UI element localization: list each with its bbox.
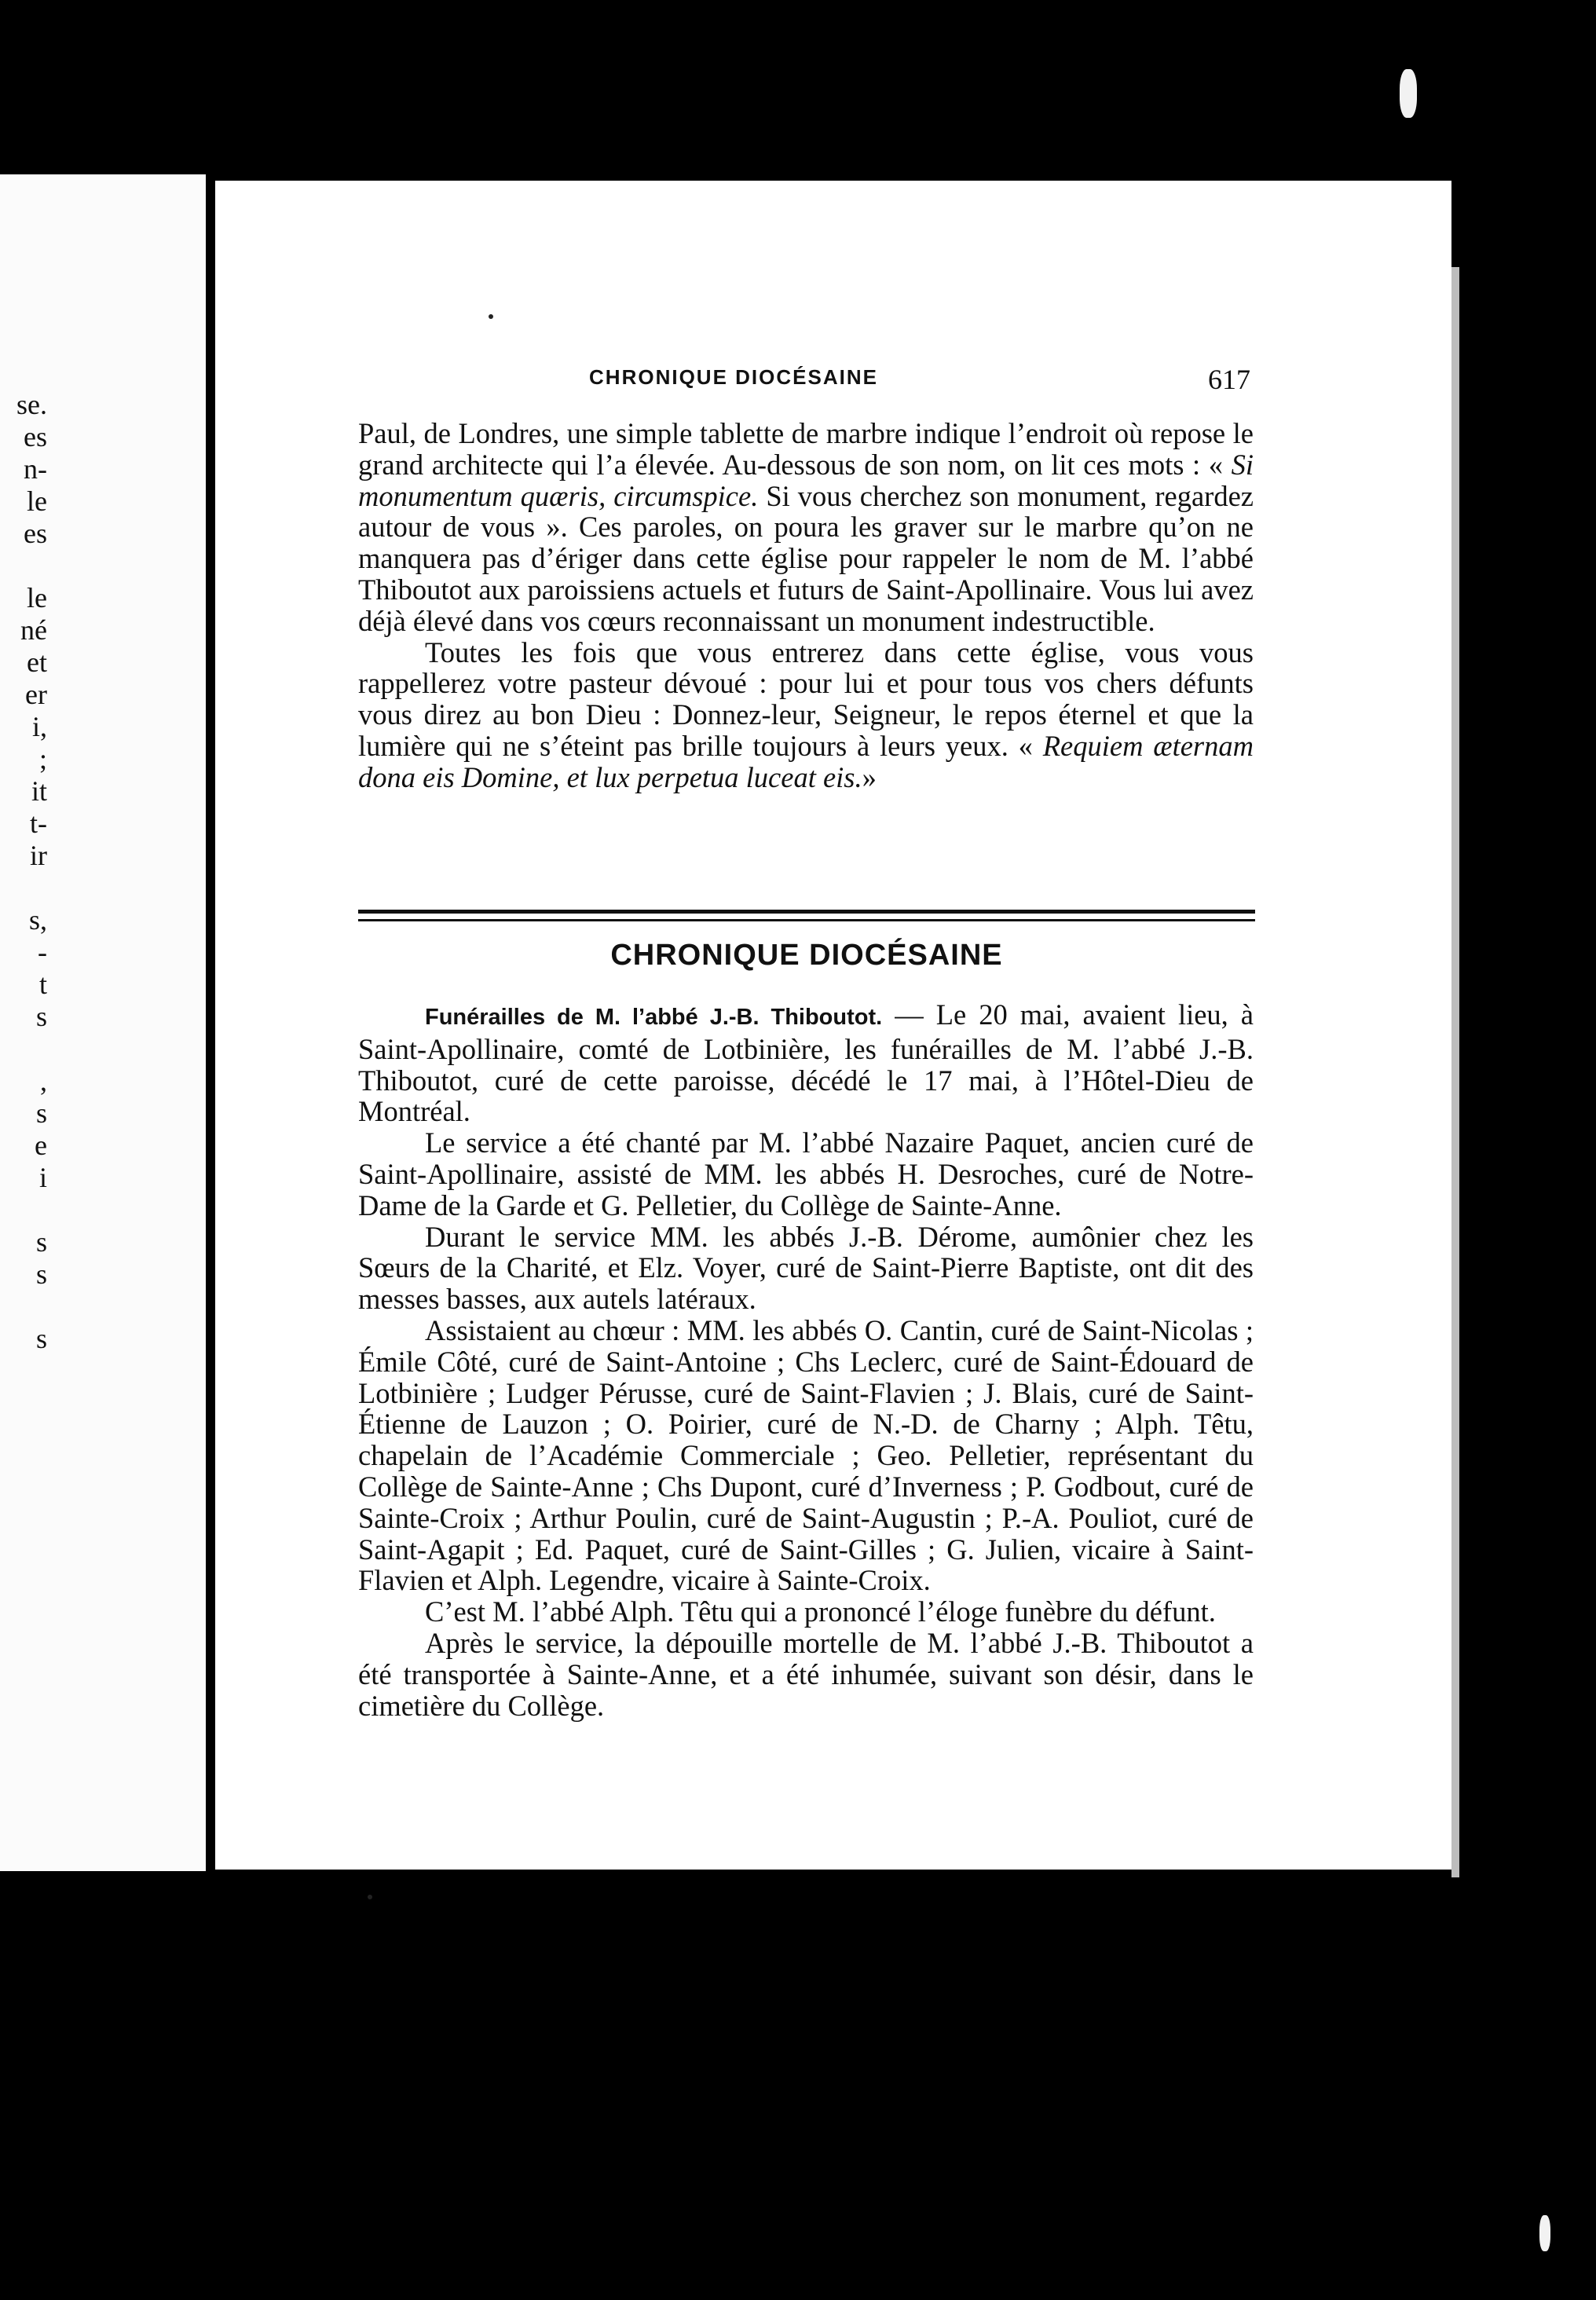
- paragraph: Funérailles de M. l’abbé J.-B. Thiboutot. — Le 20 mai, avaient lieu, à Saint-Apollinaire, comté de Lotbinière, les funérailles de M. l’abbé J.-B. Thiboutot, curé de cette paroisse, décédé le 17 mai, à l’Hôtel-Dieu de Montréal.: [358, 998, 1254, 1128]
- left-fragment: e: [35, 1130, 47, 1161]
- left-fragment: s: [35, 1226, 47, 1258]
- paragraph: Durant le service MM. les abbés J.-B. Dérome, aumônier chez les Sœurs de la Charité, et Elz. Voyer, curé de Saint-Pierre Baptiste, ont dit des messes basses, aux autels latéraux.: [358, 1220, 1254, 1316]
- left-fragment: i,: [31, 711, 47, 742]
- left-fragment: -: [38, 936, 47, 968]
- left-fragment: [0, 872, 47, 904]
- top-text-block: [358, 418, 1254, 793]
- scan-speck: [489, 314, 493, 319]
- left-fragment: s: [35, 1323, 47, 1354]
- left-fragment: i: [38, 1162, 47, 1193]
- left-fragment: s: [35, 1001, 47, 1032]
- left-page-line-endings: [0, 389, 47, 1355]
- left-fragment: t-: [30, 808, 47, 839]
- left-fragment: it: [31, 775, 47, 807]
- chronicle-text-block: [358, 999, 1254, 1721]
- section-title: CHRONIQUE DIOCÉSAINE: [610, 939, 1003, 972]
- left-fragment: s: [35, 1097, 47, 1129]
- scan-speck: [368, 1895, 372, 1899]
- paragraph: Toutes les fois que vous entrerez dans cette église, vous vous rappellerez votre pasteur dévoué : pour lui et pour tous vos chers défunts vous direz au bon Dieu : Donnez-leur, Seigneur, le repos éternel et que la lumière qui ne s’éteint pas brille toujours à leurs yeux. « Requiem æternam dona eis Domine, et lux perpetua luceat eis.»: [358, 635, 1254, 793]
- page-number: 617: [1208, 364, 1250, 395]
- left-fragment: et: [27, 646, 47, 678]
- left-fragment: n-: [24, 453, 47, 485]
- left-fragment: es: [24, 421, 47, 452]
- left-fragment: ir: [30, 840, 47, 871]
- left-fragment: ,: [40, 1065, 47, 1097]
- left-fragment: s,: [28, 904, 47, 936]
- left-fragment: s: [35, 1258, 47, 1290]
- paragraph: Paul, de Londres, une simple tablette de marbre indique l’endroit où repose le grand architecte qui l’a élevée. Au-dessous de son nom, on lit ces mots : « Si monumentum quæris, circumspice. Si vous cherchez son monument, regardez autour de vous ». Ces paroles, on poura les graver sur le marbre qu’on ne manquera pas d’ériger dans cette église pour rappeler le nom de M. l’abbé Thiboutot aux paroissiens actuels et futurs de Saint-Apollinaire. Vous lui avez déjà élevé dans vos cœurs reconnaissant un monument indestructible.: [358, 417, 1254, 637]
- scan-artifact: [1539, 2215, 1550, 2251]
- section-rule-thin: [358, 919, 1255, 921]
- scan-artifact: [1400, 69, 1417, 118]
- left-fragment: t: [38, 969, 47, 1000]
- left-fragment: [0, 1194, 47, 1226]
- left-fragment: se.: [16, 389, 47, 420]
- page-edge-shadow: [1451, 267, 1459, 1877]
- left-fragment: le: [27, 485, 47, 517]
- left-fragment: ;: [38, 743, 47, 775]
- running-header: CHRONIQUE DIOCÉSAINE: [589, 365, 878, 389]
- left-fragment: [0, 1291, 47, 1323]
- paragraph: Assistaient au chœur : MM. les abbés O. Cantin, curé de Saint-Nicolas ; Émile Côté, curé de Saint-Antoine ; Chs Leclerc, curé de Saint-Édouard de Lotbinière ; Ludger Pérusse, curé de Saint-Flavien ; J. Blais, curé de Saint-Étienne de Lauzon ; O. Poirier, curé de N.-D. de Charny ; Alph. Têtu, chapelain de l’Académie Commerciale ; Geo. Pelletier, représentant du Collège de Sainte-Anne ; Chs Dupont, curé d’Inverness ; P. Godbout, curé de Sainte-Croix ; Arthur Poulin, curé de Saint-Augustin ; P.-A. Pouliot, curé de Saint-Agapit ; Ed. Paquet, curé de Saint-Gilles ; G. Julien, vicaire à Saint-Flavien et Alph. Legendre, vicaire à Sainte-Croix.: [358, 1313, 1254, 1597]
- paragraph: Le service a été chanté par M. l’abbé Nazaire Paquet, ancien curé de Saint-Apollinaire, assisté de MM. les abbés H. Desroches, curé de Notre-Dame de la Garde et G. Pelletier, du Collège de Sainte-Anne.: [358, 1126, 1254, 1221]
- left-fragment: es: [24, 518, 47, 549]
- left-fragment: [0, 550, 47, 582]
- left-fragment: er: [25, 679, 47, 710]
- left-fragment: [0, 1033, 47, 1065]
- paragraph: Après le service, la dépouille mortelle de M. l’abbé J.-B. Thiboutot a été transportée à Sainte-Anne, et a été inhumée, suivant son désir, dans le cimetière du Collège.: [358, 1626, 1254, 1722]
- run-in-heading: Funérailles de M. l’abbé J.-B. Thiboutot.: [425, 1005, 883, 1030]
- left-fragment: le: [27, 582, 47, 613]
- section-rule-thick: [358, 910, 1255, 914]
- paragraph: C’est M. l’abbé Alph. Têtu qui a prononcé l’éloge funèbre du défunt.: [425, 1595, 1216, 1628]
- left-fragment: né: [20, 614, 47, 646]
